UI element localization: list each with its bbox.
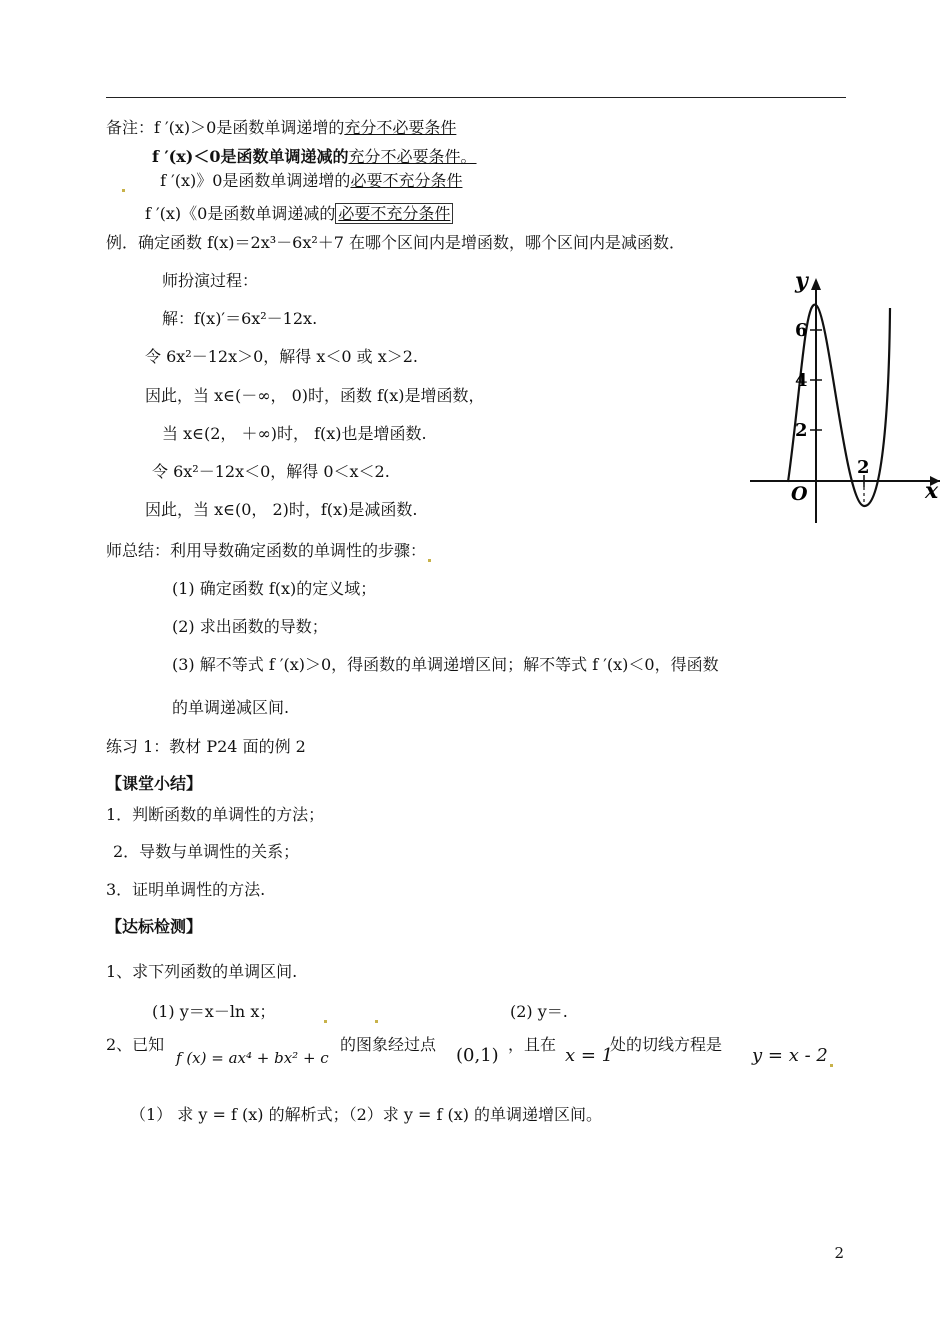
solution-step-4: 当 x∈(2， ＋∞)时， f(x)也是增函数. xyxy=(162,424,427,443)
note-1-underlined: 充分不必要条件 xyxy=(344,118,457,137)
test-question-1b: (2) y＝. xyxy=(510,1002,568,1021)
note-4-underlined: 必要不充分条件 xyxy=(335,203,453,224)
function-graph xyxy=(745,268,945,528)
origin-label: O xyxy=(791,483,808,505)
solution-step-5: 令 6x²－12x＜0，解得 0＜x＜2. xyxy=(152,462,390,481)
test-question-1a: (1) y＝x－ln x； xyxy=(152,1002,276,1021)
test-question-2-a: 2、已知 xyxy=(106,1035,165,1054)
summary-step-1: (1) 确定函数 f(x)的定义域； xyxy=(172,579,377,598)
stray-mark xyxy=(324,1020,327,1023)
summary-intro-text: 师总结：利用导数确定函数的单调性的步骤： xyxy=(106,541,427,560)
test-question-2-line xyxy=(752,1045,835,1067)
tick-label-4: 4 xyxy=(795,370,808,391)
test-question-2-line-text: y = x - 2 xyxy=(752,1045,828,1066)
note-4-prefix: f ′(x)《0是函数单调递减的 xyxy=(145,204,336,223)
stray-mark xyxy=(122,189,125,192)
test-question-2-b: 的图象经过点 xyxy=(340,1035,437,1054)
x-tick-label-2: 2 xyxy=(857,457,870,478)
class-summary-item-2: 2．导数与单调性的关系； xyxy=(113,842,300,861)
class-summary-heading: 【课堂小结】 xyxy=(106,774,203,793)
header-rule xyxy=(106,97,846,98)
x-axis-label: x xyxy=(925,478,939,504)
test-question-2-point: (0,1) xyxy=(456,1045,499,1066)
stray-mark xyxy=(428,559,431,562)
page-number: 2 xyxy=(834,1244,844,1262)
tick-label-2: 2 xyxy=(795,420,808,441)
y-axis-label: y xyxy=(795,268,808,294)
stray-marks xyxy=(322,1001,380,1023)
practice-line: 练习 1：教材 P24 面的例 2 xyxy=(106,737,306,756)
note-2-underlined: 充分不必要条件。 xyxy=(348,147,477,166)
class-summary-item-1: 1．判断函数的单调性的方法； xyxy=(106,805,325,824)
stray-mark xyxy=(830,1064,833,1067)
test-question-2-d: 处的切线方程是 xyxy=(610,1035,723,1054)
test-question-2-c: ，且在 xyxy=(508,1035,557,1054)
summary-step-3-cont: 的单调递减区间. xyxy=(172,698,290,717)
test-question-2-sub: （1） 求 y = f (x) 的解析式；（2）求 y = f (x) 的单调递增区间。 xyxy=(130,1105,603,1124)
example-question: 例．确定函数 f(x)＝2x³－6x²＋7 在哪个区间内是增函数，哪个区间内是减函数． xyxy=(106,233,686,252)
summary-step-3: (3) 解不等式 f ′(x)＞0，得函数的单调递增区间；解不等式 f ′(x)＜0，得函数 xyxy=(172,655,719,674)
note-line-3 xyxy=(120,170,462,192)
solution-step-6: 因此，当 x∈(0， 2)时，f(x)是减函数. xyxy=(145,500,418,519)
stray-mark xyxy=(375,1020,378,1023)
note-3-prefix: f ′(x)》0是函数单调递增的 xyxy=(160,171,351,190)
tick-label-6: 6 xyxy=(795,320,808,341)
test-question-2-x: x = 1 xyxy=(565,1045,614,1066)
test-question-2-function: f (x) = ax⁴ + bx² + c xyxy=(176,1049,329,1067)
note-line-1 xyxy=(106,117,456,139)
note-3-underlined: 必要不充分条件 xyxy=(350,171,463,190)
solution-step-3: 因此，当 x∈(－∞， 0)时，函数 f(x)是增函数， xyxy=(145,386,485,405)
test-question-1: 1、求下列函数的单调区间. xyxy=(106,962,298,981)
demo-label: 师扮演过程： xyxy=(162,271,259,290)
summary-step-2: (2) 求出函数的导数； xyxy=(172,617,328,636)
note-line-4 xyxy=(145,203,453,225)
note-line-2 xyxy=(152,146,477,168)
y-axis-arrow xyxy=(811,278,821,290)
note-1-prefix: 备注：f ′(x)＞0是函数单调递增的 xyxy=(106,118,345,137)
solution-step-1: 解：f(x)′＝6x²－12x. xyxy=(162,309,318,328)
summary-intro xyxy=(106,540,433,562)
test-heading: 【达标检测】 xyxy=(106,917,203,936)
solution-step-2: 令 6x²－12x＞0，解得 x＜0 或 x＞2. xyxy=(145,347,419,366)
class-summary-item-3: 3．证明单调性的方法. xyxy=(106,880,266,899)
note-2-prefix: f ′(x)＜0是函数单调递减的 xyxy=(152,147,349,166)
